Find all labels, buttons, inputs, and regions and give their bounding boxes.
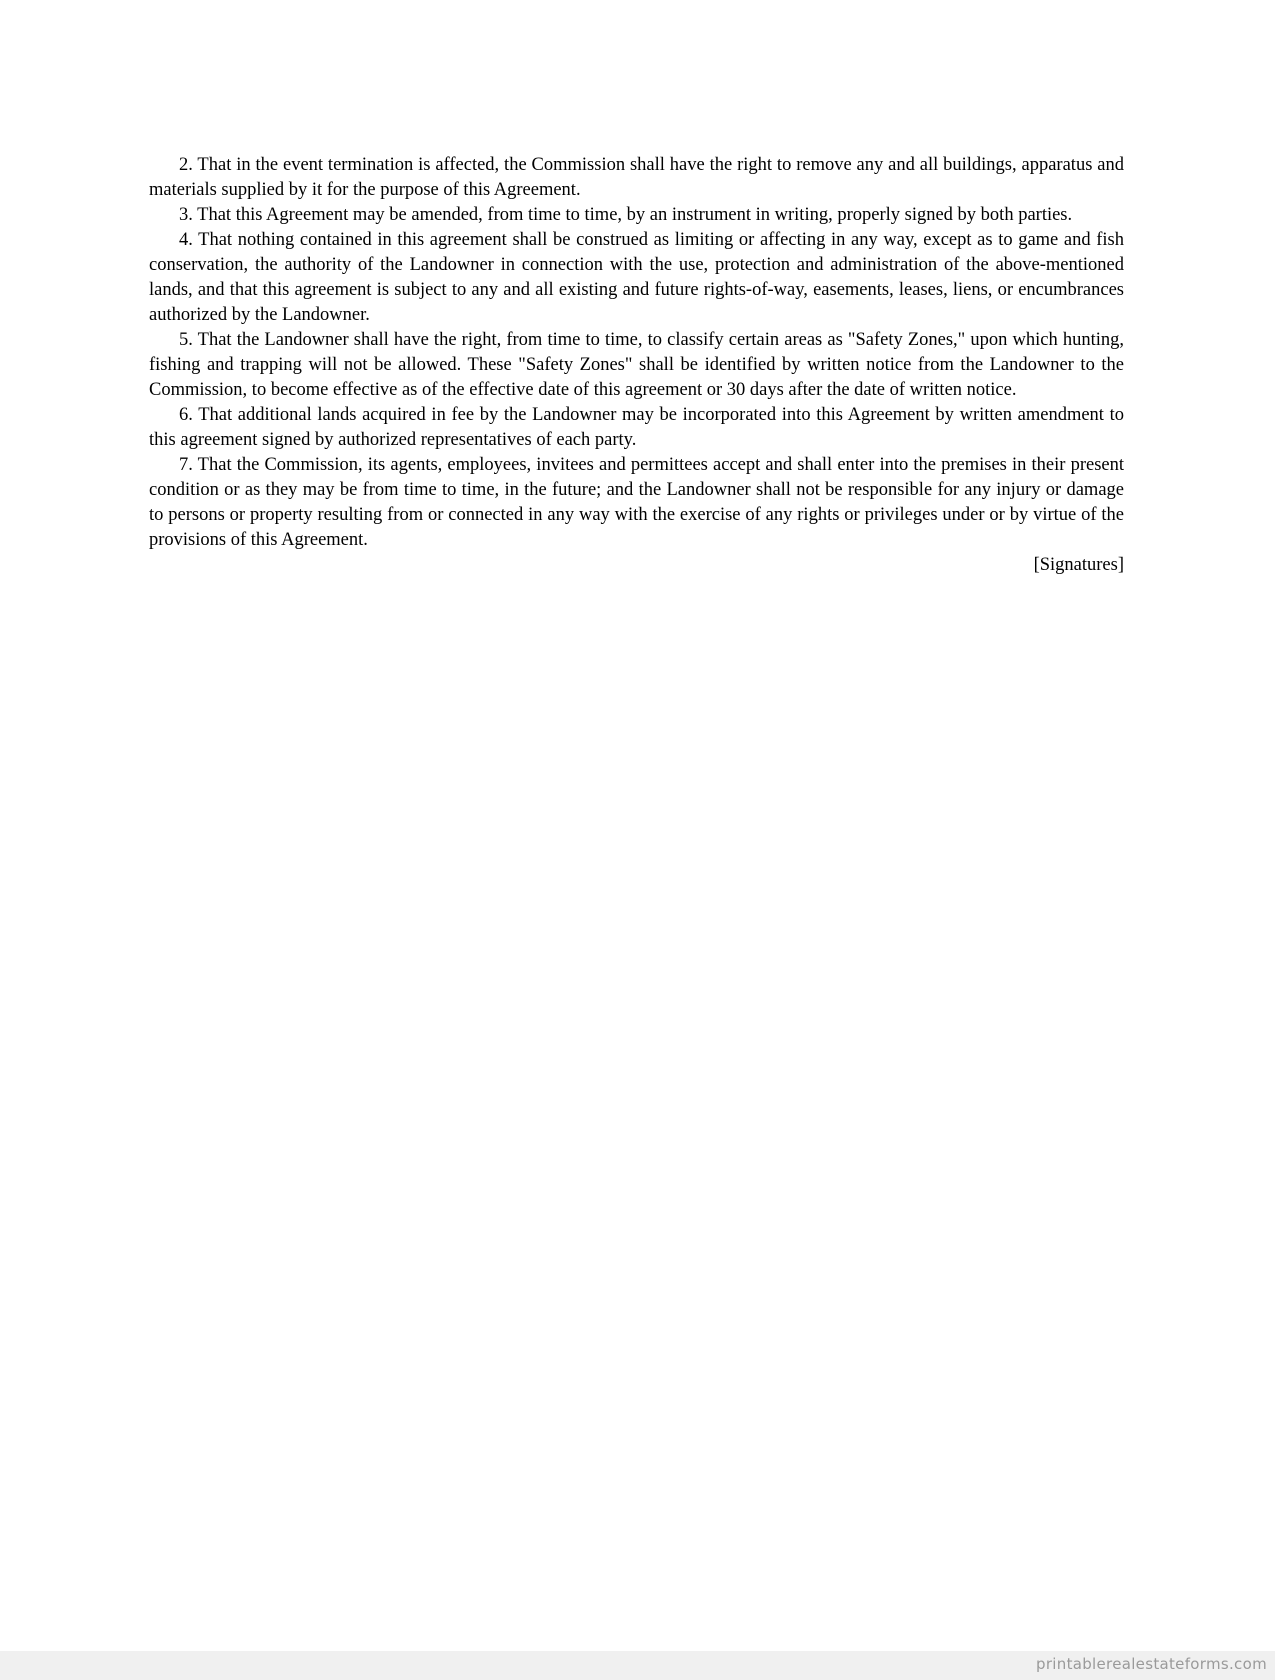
footer-watermark: printablerealestateforms.com xyxy=(1036,1655,1267,1673)
paragraph-6: 6. That additional lands acquired in fee by the Landowner may be incorporated into this Agreement by written amendment to this agreement signed by authorized representatives of each party. xyxy=(149,405,1124,450)
paragraph-7: 7. That the Commission, its agents, employees, invitees and permittees accept and shall enter into the premises in their present condition or as they may be from time to time, in the future; and the Landowner shall not be responsible for any injury or damage to persons or property resulting from or connected in any way with the exercise of any rights or privileges under or by virtue of the provisions of this Agreement. xyxy=(149,455,1124,550)
signatures-label: [Signatures] xyxy=(1033,555,1124,575)
paragraph-2: 2. That in the event termination is affected, the Commission shall have the right to remove any and all buildings, apparatus and materials supplied by it for the purpose of this Agreement. xyxy=(149,155,1124,200)
paragraph-4: 4. That nothing contained in this agreement shall be construed as limiting or affecting in any way, except as to game and fish conservation, the authority of the Landowner in connection with the use, protection and administration of the above-mentioned lands, and that this agreement is subject to any and all existing and future rights-of-way, easements, leases, liens, or encumbrances authorized by the Landowner. xyxy=(149,230,1124,325)
paragraph-3: 3. That this Agreement may be amended, from time to time, by an instrument in writing, properly signed by both parties. xyxy=(179,205,1073,225)
document-body xyxy=(149,153,1124,578)
footer-bar xyxy=(0,1651,1275,1680)
paragraph-5: 5. That the Landowner shall have the right, from time to time, to classify certain areas as "Safety Zones," upon which hunting, fishing and trapping will not be allowed. These "Safety Zones" shall be identified by written notice from the Landowner to the Commission, to become effective as of the effective date of this agreement or 30 days after the date of written notice. xyxy=(149,330,1124,400)
